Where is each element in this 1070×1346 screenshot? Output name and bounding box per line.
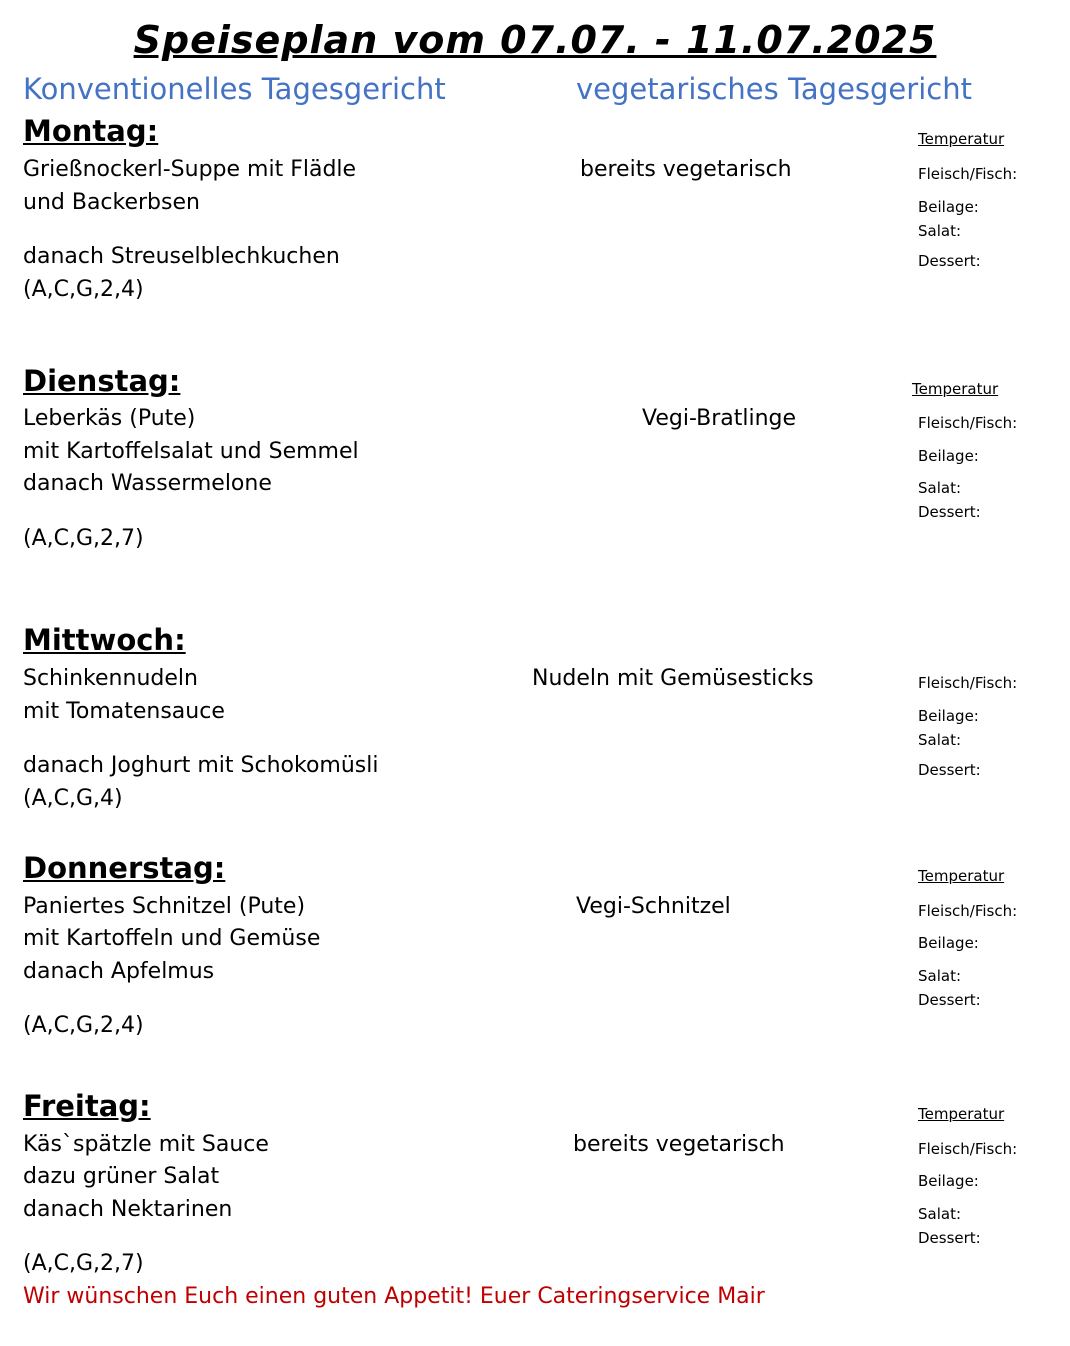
side-label: Beilage: [918, 934, 979, 952]
page-title: Speiseplan vom 07.07. - 11.07.2025 [133, 18, 937, 62]
temperature-label: Temperatur [918, 867, 1005, 885]
allergen-codes: (A,C,G,2,7) [23, 526, 144, 551]
veg-dish: bereits vegetarisch [580, 157, 792, 182]
menu-line: mit Tomatensauce [23, 699, 225, 724]
menu-line: Schinkennudeln [23, 666, 198, 691]
salad-label: Salat: [918, 222, 962, 240]
temperature-label: Temperatur [912, 380, 999, 398]
salad-label: Salat: [918, 1205, 962, 1223]
side-label: Beilage: [918, 1172, 979, 1190]
meat-label: Fleisch/Fisch: [918, 165, 1018, 183]
menu-line: dazu grüner Salat [23, 1164, 220, 1189]
day-heading-tuesday: Dienstag: [23, 364, 181, 398]
allergen-codes: (A,C,G,4) [23, 786, 123, 811]
menu-line: Käs`spätzle mit Sauce [23, 1132, 269, 1157]
salad-label: Salat: [918, 479, 962, 497]
menu-line: danach Nektarinen [23, 1197, 233, 1222]
day-heading-thursday: Donnerstag: [23, 851, 226, 885]
dessert-label: Dessert: [918, 761, 981, 779]
day-heading-monday: Montag: [23, 114, 159, 148]
menu-line: Paniertes Schnitzel (Pute) [23, 894, 306, 919]
day-heading-wednesday: Mittwoch: [23, 623, 186, 657]
veg-dish: bereits vegetarisch [573, 1132, 785, 1157]
salad-label: Salat: [918, 967, 962, 985]
allergen-codes: (A,C,G,2,4) [23, 1013, 144, 1038]
menu-line: mit Kartoffeln und Gemüse [23, 926, 321, 951]
menu-line: danach Apfelmus [23, 959, 215, 984]
menu-line: Leberkäs (Pute) [23, 406, 196, 431]
salad-label: Salat: [918, 731, 962, 749]
meat-label: Fleisch/Fisch: [918, 414, 1018, 432]
side-label: Beilage: [918, 707, 979, 725]
menu-line: und Backerbsen [23, 190, 200, 215]
meat-label: Fleisch/Fisch: [918, 1140, 1018, 1158]
allergen-codes: (A,C,G,2,4) [23, 277, 144, 302]
menu-line: danach Wassermelone [23, 471, 272, 496]
meat-label: Fleisch/Fisch: [918, 902, 1018, 920]
side-label: Beilage: [918, 198, 979, 216]
veg-dish: Vegi-Schnitzel [576, 894, 731, 919]
dessert-label: Dessert: [918, 252, 981, 270]
menu-line: danach Joghurt mit Schokomüsli [23, 753, 379, 778]
dessert-label: Dessert: [918, 1229, 981, 1247]
footer-message: Wir wünschen Euch einen guten Appetit! Euer Cateringservice Mair [23, 1284, 765, 1309]
dessert-label: Dessert: [918, 991, 981, 1009]
allergen-codes: (A,C,G,2,7) [23, 1251, 144, 1276]
veg-dish: Nudeln mit Gemüsesticks [532, 666, 814, 691]
side-label: Beilage: [918, 447, 979, 465]
menu-line: danach Streuselblechkuchen [23, 244, 340, 269]
column-heading-conventional: Konventionelles Tagesgericht [23, 72, 446, 106]
menu-line: Grießnockerl-Suppe mit Flädle [23, 157, 357, 182]
veg-dish: Vegi-Bratlinge [642, 406, 797, 431]
temperature-label: Temperatur [918, 1105, 1005, 1123]
temperature-label: Temperatur [918, 130, 1005, 148]
day-heading-friday: Freitag: [23, 1089, 151, 1123]
menu-line: mit Kartoffelsalat und Semmel [23, 439, 359, 464]
column-heading-vegetarian: vegetarisches Tagesgericht [576, 72, 972, 106]
meat-label: Fleisch/Fisch: [918, 674, 1018, 692]
dessert-label: Dessert: [918, 503, 981, 521]
